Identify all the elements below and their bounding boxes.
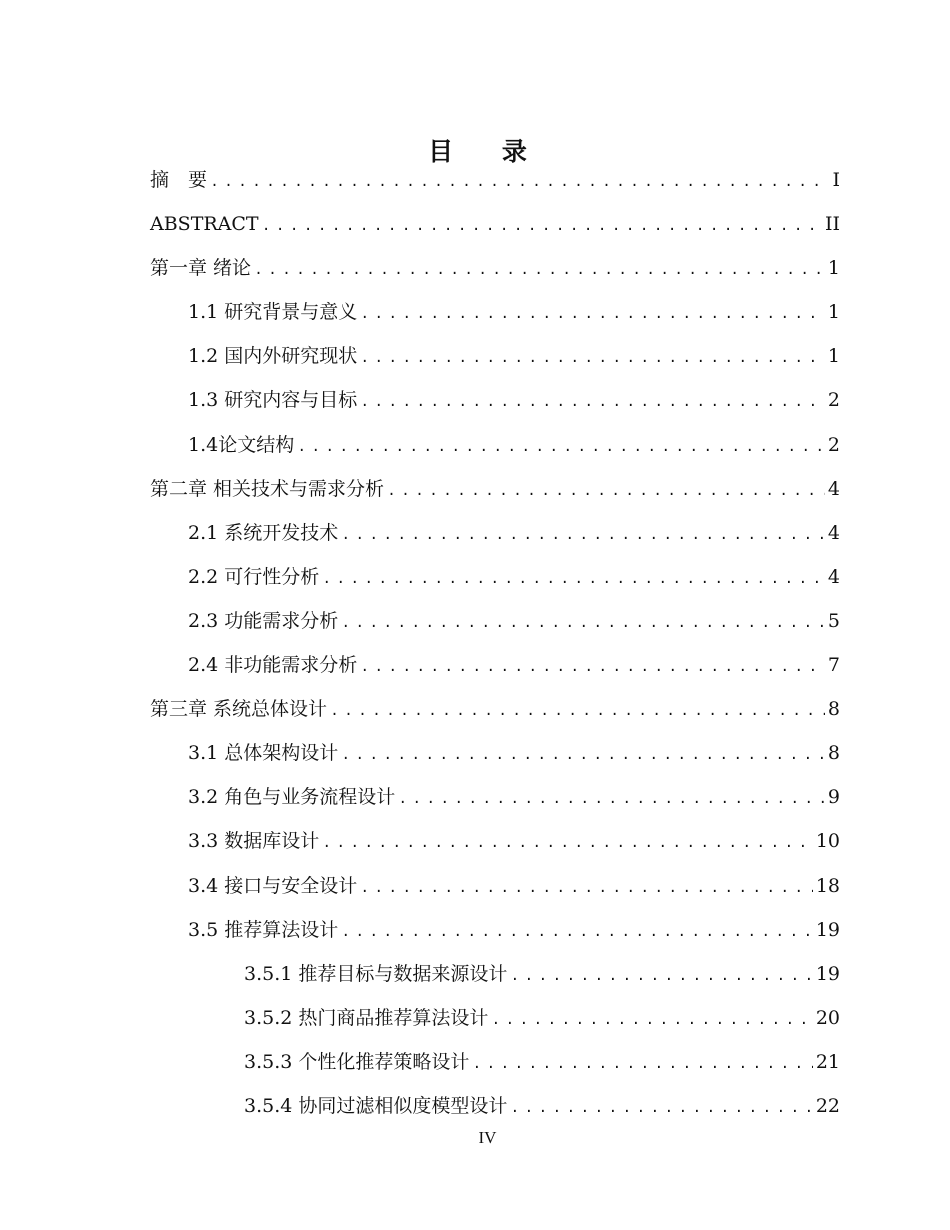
toc-entry-label: 第三章 系统总体设计 — [150, 698, 328, 721]
toc-dot-leader — [210, 161, 829, 205]
toc-entry[interactable] — [150, 246, 840, 290]
toc-entry-page: 4 — [827, 565, 840, 588]
toc-entry[interactable] — [150, 775, 840, 819]
toc-dot-leader — [341, 734, 825, 778]
toc-entry-page: 8 — [827, 698, 840, 721]
toc-entry[interactable] — [150, 378, 840, 422]
toc-entry-page: 1 — [827, 257, 840, 280]
toc-entry-label: 第二章 相关技术与需求分析 — [150, 477, 385, 500]
toc-entry[interactable] — [150, 290, 840, 334]
toc-entry[interactable] — [150, 908, 840, 952]
toc-entry-page: 1 — [827, 301, 840, 324]
toc-dot-leader — [472, 1043, 812, 1087]
toc-entry-label: 3.5 推荐算法设计 — [188, 918, 339, 941]
toc-entry[interactable] — [150, 511, 840, 555]
toc-dot-leader — [360, 381, 825, 425]
toc-entry-label: 1.2 国内外研究现状 — [188, 345, 358, 368]
toc-entry-label: 2.2 可行性分析 — [188, 565, 320, 588]
toc-entry[interactable] — [150, 467, 840, 511]
toc-entry-label: 3.1 总体架构设计 — [188, 742, 339, 765]
toc-entry[interactable] — [150, 334, 840, 378]
toc-entry-page: 19 — [815, 918, 840, 941]
toc-entry[interactable] — [150, 731, 840, 775]
toc-entry[interactable] — [150, 423, 840, 467]
toc-dot-leader — [322, 822, 813, 866]
toc-entry-page: 19 — [815, 962, 840, 985]
toc-entry-label: 第一章 绪论 — [150, 257, 252, 280]
page-number: IV — [478, 1128, 497, 1147]
toc-entry-label: 3.3 数据库设计 — [188, 830, 320, 853]
toc-entry-label: 2.1 系统开发技术 — [188, 521, 339, 544]
toc-entry-label: 3.5.4 协同过滤相似度模型设计 — [244, 1094, 508, 1117]
toc-dot-leader — [322, 558, 825, 602]
toc-entry[interactable] — [150, 1040, 840, 1084]
toc-dot-leader — [330, 690, 825, 734]
toc-entry-page: 5 — [827, 609, 840, 632]
toc-entry-page: II — [824, 213, 840, 236]
toc-entry-page: 4 — [827, 477, 840, 500]
toc-entry-label: ABSTRACT — [150, 213, 259, 236]
toc-dot-leader — [297, 426, 825, 470]
toc-entry-label: 1.3 研究内容与目标 — [188, 389, 358, 412]
toc-entry-page: 7 — [827, 654, 840, 677]
toc-entry-label: 3.4 接口与安全设计 — [188, 874, 358, 897]
toc-entry[interactable] — [150, 643, 840, 687]
toc-dot-leader — [341, 911, 813, 955]
toc-entry-label: 1.1 研究背景与意义 — [188, 301, 358, 324]
toc-entry-page: 21 — [815, 1050, 840, 1073]
toc-dot-leader — [360, 646, 825, 690]
toc-title: 目 录 — [428, 137, 547, 166]
toc-entry[interactable] — [150, 599, 840, 643]
toc-entry-label: 1.4论文结构 — [188, 433, 295, 456]
toc-entry-label: 3.5.2 热门商品推荐算法设计 — [244, 1006, 489, 1029]
toc-dot-leader — [510, 1087, 812, 1131]
toc-entry-label: 2.4 非功能需求分析 — [188, 654, 358, 677]
toc-entry-page: 9 — [827, 786, 840, 809]
toc-entry-label: 摘 要 — [150, 169, 208, 191]
toc-entry-page: 4 — [827, 521, 840, 544]
toc-entry-page: 2 — [827, 389, 840, 412]
toc-dot-leader — [398, 778, 825, 822]
toc-dot-leader — [341, 602, 825, 646]
toc-entry-label: 3.5.3 个性化推荐策略设计 — [244, 1050, 470, 1073]
toc-entry-page: 22 — [815, 1094, 840, 1117]
toc-entry[interactable] — [150, 952, 840, 996]
toc-dot-leader — [262, 205, 822, 249]
toc-dot-leader — [360, 337, 825, 381]
toc-entry-label: 3.2 角色与业务流程设计 — [188, 786, 396, 809]
toc-entry[interactable] — [150, 864, 840, 908]
toc-dot-leader — [491, 999, 812, 1043]
toc-entry[interactable] — [150, 202, 840, 246]
toc-entry-label: 3.5.1 推荐目标与数据来源设计 — [244, 962, 508, 985]
toc-dot-leader — [341, 514, 825, 558]
toc-entry[interactable] — [150, 158, 840, 202]
toc-entry-page: 20 — [815, 1006, 840, 1029]
toc-dot-leader — [360, 867, 813, 911]
toc-list — [150, 158, 840, 1128]
toc-entry-page: I — [832, 169, 840, 191]
toc-dot-leader — [360, 293, 825, 337]
toc-entry-page: 2 — [827, 433, 840, 456]
toc-entry[interactable] — [150, 996, 840, 1040]
toc-entry[interactable] — [150, 1084, 840, 1128]
toc-dot-leader — [254, 249, 825, 293]
toc-entry-label: 2.3 功能需求分析 — [188, 609, 339, 632]
toc-entry-page: 10 — [815, 830, 840, 853]
toc-entry[interactable] — [150, 555, 840, 599]
toc-entry-page: 8 — [827, 742, 840, 765]
toc-dot-leader — [387, 470, 825, 514]
toc-entry[interactable] — [150, 687, 840, 731]
toc-dot-leader — [510, 955, 812, 999]
toc-entry-page: 18 — [815, 874, 840, 897]
toc-entry-page: 1 — [827, 345, 840, 368]
toc-entry[interactable] — [150, 819, 840, 863]
